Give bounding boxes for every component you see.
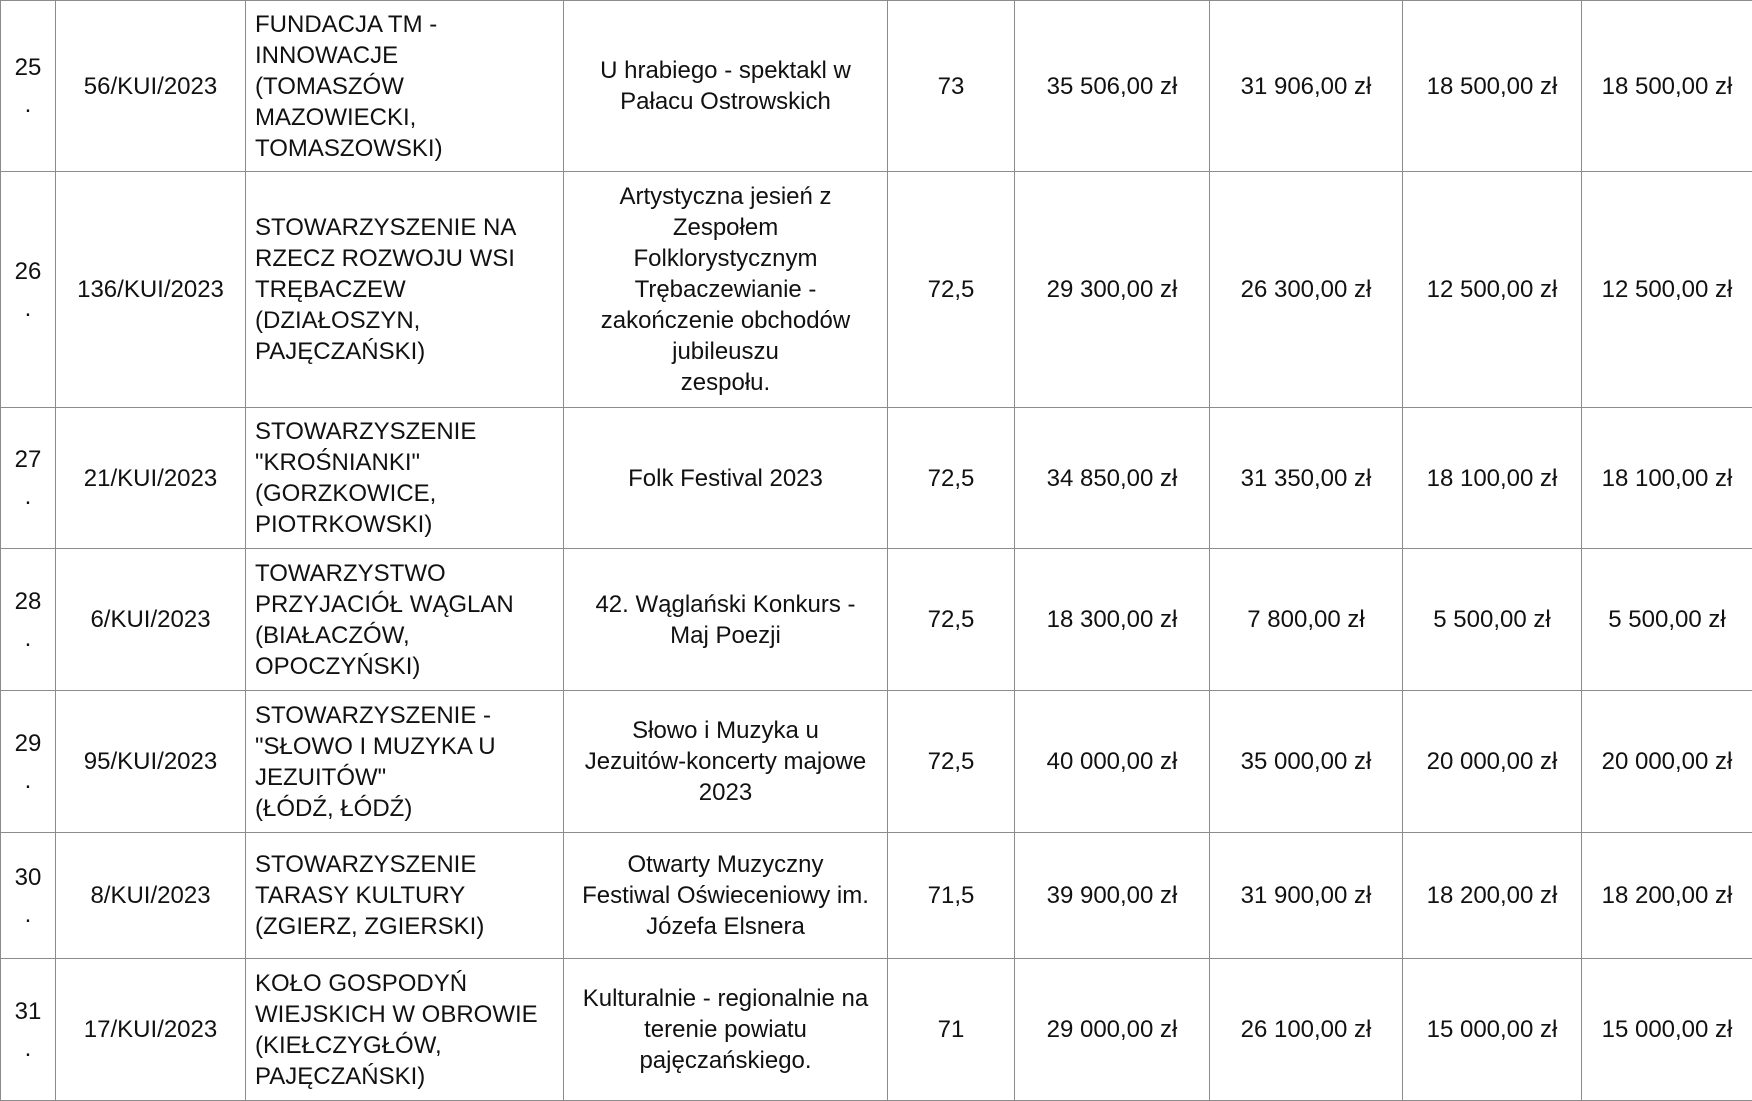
organization-name-line: FUNDACJA TM -	[255, 9, 559, 40]
row-number-dot: .	[1, 762, 55, 799]
table-row	[1, 172, 1752, 408]
application-number: 136/KUI/2023	[56, 172, 246, 408]
total-cost: 34 850,00 zł	[1015, 408, 1210, 549]
proposed-amount: 5 500,00 zł	[1403, 549, 1582, 691]
application-number: 8/KUI/2023	[56, 833, 246, 959]
requested-amount: 31 350,00 zł	[1210, 408, 1403, 549]
project-title	[564, 691, 888, 833]
organization-name-line: (GORZKOWICE,	[255, 478, 559, 509]
proposed-amount: 15 000,00 zł	[1403, 959, 1582, 1101]
organization-name	[246, 959, 564, 1101]
organization-name	[246, 549, 564, 691]
row-number: 25	[1, 49, 55, 86]
points-score: 73	[888, 1, 1015, 172]
points-score: 72,5	[888, 549, 1015, 691]
organization-name	[246, 833, 564, 959]
organization-name-line: (KIEŁCZYGŁÓW,	[255, 1030, 559, 1061]
organization-name-line: RZECZ ROZWOJU WSI	[255, 243, 559, 274]
project-title-line: jubileuszu	[574, 336, 877, 367]
organization-name-line: "SŁOWO I MUZYKA U	[255, 731, 559, 762]
application-number: 6/KUI/2023	[56, 549, 246, 691]
granted-amount: 18 100,00 zł	[1582, 408, 1752, 549]
points-score: 72,5	[888, 408, 1015, 549]
project-title-line: Otwarty Muzyczny	[574, 849, 877, 880]
row-number: 30	[1, 859, 55, 896]
table-row	[1, 959, 1752, 1101]
organization-name	[246, 691, 564, 833]
row-number-cell	[1, 833, 56, 959]
table-row	[1, 833, 1752, 959]
project-title-line: U hrabiego - spektakl w	[574, 55, 877, 86]
granted-amount: 20 000,00 zł	[1582, 691, 1752, 833]
row-number-cell	[1, 1, 56, 172]
requested-amount: 31 906,00 zł	[1210, 1, 1403, 172]
row-number: 29	[1, 725, 55, 762]
proposed-amount: 20 000,00 zł	[1403, 691, 1582, 833]
organization-name-line: TOWARZYSTWO	[255, 558, 559, 589]
application-number: 21/KUI/2023	[56, 408, 246, 549]
total-cost: 39 900,00 zł	[1015, 833, 1210, 959]
points-score: 72,5	[888, 172, 1015, 408]
points-score: 71,5	[888, 833, 1015, 959]
total-cost: 29 000,00 zł	[1015, 959, 1210, 1101]
project-title	[564, 1, 888, 172]
row-number-cell	[1, 408, 56, 549]
table-row	[1, 549, 1752, 691]
row-number-dot: .	[1, 86, 55, 123]
table-row	[1, 408, 1752, 549]
total-cost: 18 300,00 zł	[1015, 549, 1210, 691]
organization-name-line: STOWARZYSZENIE -	[255, 700, 559, 731]
row-number-dot: .	[1, 896, 55, 933]
organization-name-line: STOWARZYSZENIE	[255, 849, 559, 880]
project-title-line: Folklorystycznym	[574, 243, 877, 274]
organization-name	[246, 1, 564, 172]
organization-name-line: (DZIAŁOSZYN,	[255, 305, 559, 336]
organization-name-line: WIEJSKICH W OBROWIE	[255, 999, 559, 1030]
project-title-line: zespołu.	[574, 367, 877, 398]
project-title	[564, 959, 888, 1101]
project-title-line: Trębaczewianie -	[574, 274, 877, 305]
organization-name-line: JEZUITÓW"	[255, 762, 559, 793]
project-title-line: pajęczańskiego.	[574, 1045, 877, 1076]
points-score: 72,5	[888, 691, 1015, 833]
proposed-amount: 18 200,00 zł	[1403, 833, 1582, 959]
organization-name-line: STOWARZYSZENIE NA	[255, 212, 559, 243]
organization-name-line: MAZOWIECKI,	[255, 102, 559, 133]
project-title	[564, 833, 888, 959]
requested-amount: 35 000,00 zł	[1210, 691, 1403, 833]
table-body	[1, 1, 1752, 1101]
points-score: 71	[888, 959, 1015, 1101]
project-title-line: zakończenie obchodów	[574, 305, 877, 336]
organization-name-line: TARASY KULTURY	[255, 880, 559, 911]
project-title-line: 42. Wąglański Konkurs -	[574, 589, 877, 620]
project-title-line: Artystyczna jesień z	[574, 181, 877, 212]
granted-amount: 18 200,00 zł	[1582, 833, 1752, 959]
organization-name-line: PRZYJACIÓŁ WĄGLAN	[255, 589, 559, 620]
organization-name-line: PAJĘCZAŃSKI)	[255, 1061, 559, 1092]
granted-amount: 12 500,00 zł	[1582, 172, 1752, 408]
project-title-line: Pałacu Ostrowskich	[574, 86, 877, 117]
granted-amount: 15 000,00 zł	[1582, 959, 1752, 1101]
application-number: 17/KUI/2023	[56, 959, 246, 1101]
organization-name-line: INNOWACJE	[255, 40, 559, 71]
row-number-cell	[1, 959, 56, 1101]
organization-name-line: (TOMASZÓW	[255, 71, 559, 102]
organization-name-line: (ŁÓDŹ, ŁÓDŹ)	[255, 793, 559, 824]
granted-amount: 18 500,00 zł	[1582, 1, 1752, 172]
row-number: 31	[1, 993, 55, 1030]
organization-name-line: KOŁO GOSPODYŃ	[255, 968, 559, 999]
total-cost: 35 506,00 zł	[1015, 1, 1210, 172]
organization-name-line: PIOTRKOWSKI)	[255, 509, 559, 540]
row-number-cell	[1, 549, 56, 691]
requested-amount: 26 100,00 zł	[1210, 959, 1403, 1101]
row-number: 26	[1, 253, 55, 290]
row-number-dot: .	[1, 1030, 55, 1067]
project-title	[564, 549, 888, 691]
proposed-amount: 18 100,00 zł	[1403, 408, 1582, 549]
organization-name-line: STOWARZYSZENIE	[255, 416, 559, 447]
table-row	[1, 1, 1752, 172]
row-number-cell	[1, 172, 56, 408]
application-number: 95/KUI/2023	[56, 691, 246, 833]
project-title	[564, 408, 888, 549]
requested-amount: 7 800,00 zł	[1210, 549, 1403, 691]
organization-name	[246, 408, 564, 549]
table-row	[1, 691, 1752, 833]
organization-name-line: (ZGIERZ, ZGIERSKI)	[255, 911, 559, 942]
application-number: 56/KUI/2023	[56, 1, 246, 172]
project-title-line: Jezuitów-koncerty majowe	[574, 746, 877, 777]
project-title-line: terenie powiatu	[574, 1014, 877, 1045]
row-number-cell	[1, 691, 56, 833]
project-title-line: Festiwal Oświeceniowy im.	[574, 880, 877, 911]
row-number-dot: .	[1, 620, 55, 657]
project-title-line: Folk Festival 2023	[574, 463, 877, 494]
project-title-line: Maj Poezji	[574, 620, 877, 651]
organization-name-line: OPOCZYŃSKI)	[255, 651, 559, 682]
organization-name-line: TRĘBACZEW	[255, 274, 559, 305]
organization-name-line: TOMASZOWSKI)	[255, 133, 559, 164]
proposed-amount: 12 500,00 zł	[1403, 172, 1582, 408]
project-title	[564, 172, 888, 408]
project-title-line: Zespołem	[574, 212, 877, 243]
organization-name-line: (BIAŁACZÓW,	[255, 620, 559, 651]
row-number-dot: .	[1, 290, 55, 327]
project-title-line: Kulturalnie - regionalnie na	[574, 983, 877, 1014]
total-cost: 40 000,00 zł	[1015, 691, 1210, 833]
project-title-line: Józefa Elsnera	[574, 911, 877, 942]
total-cost: 29 300,00 zł	[1015, 172, 1210, 408]
row-number: 27	[1, 441, 55, 478]
proposed-amount: 18 500,00 zł	[1403, 1, 1582, 172]
project-title-line: 2023	[574, 777, 877, 808]
row-number: 28	[1, 583, 55, 620]
requested-amount: 31 900,00 zł	[1210, 833, 1403, 959]
organization-name-line: "KROŚNIANKI"	[255, 447, 559, 478]
project-title-line: Słowo i Muzyka u	[574, 715, 877, 746]
organization-name	[246, 172, 564, 408]
row-number-dot: .	[1, 478, 55, 515]
organization-name-line: PAJĘCZAŃSKI)	[255, 336, 559, 367]
granted-amount: 5 500,00 zł	[1582, 549, 1752, 691]
requested-amount: 26 300,00 zł	[1210, 172, 1403, 408]
